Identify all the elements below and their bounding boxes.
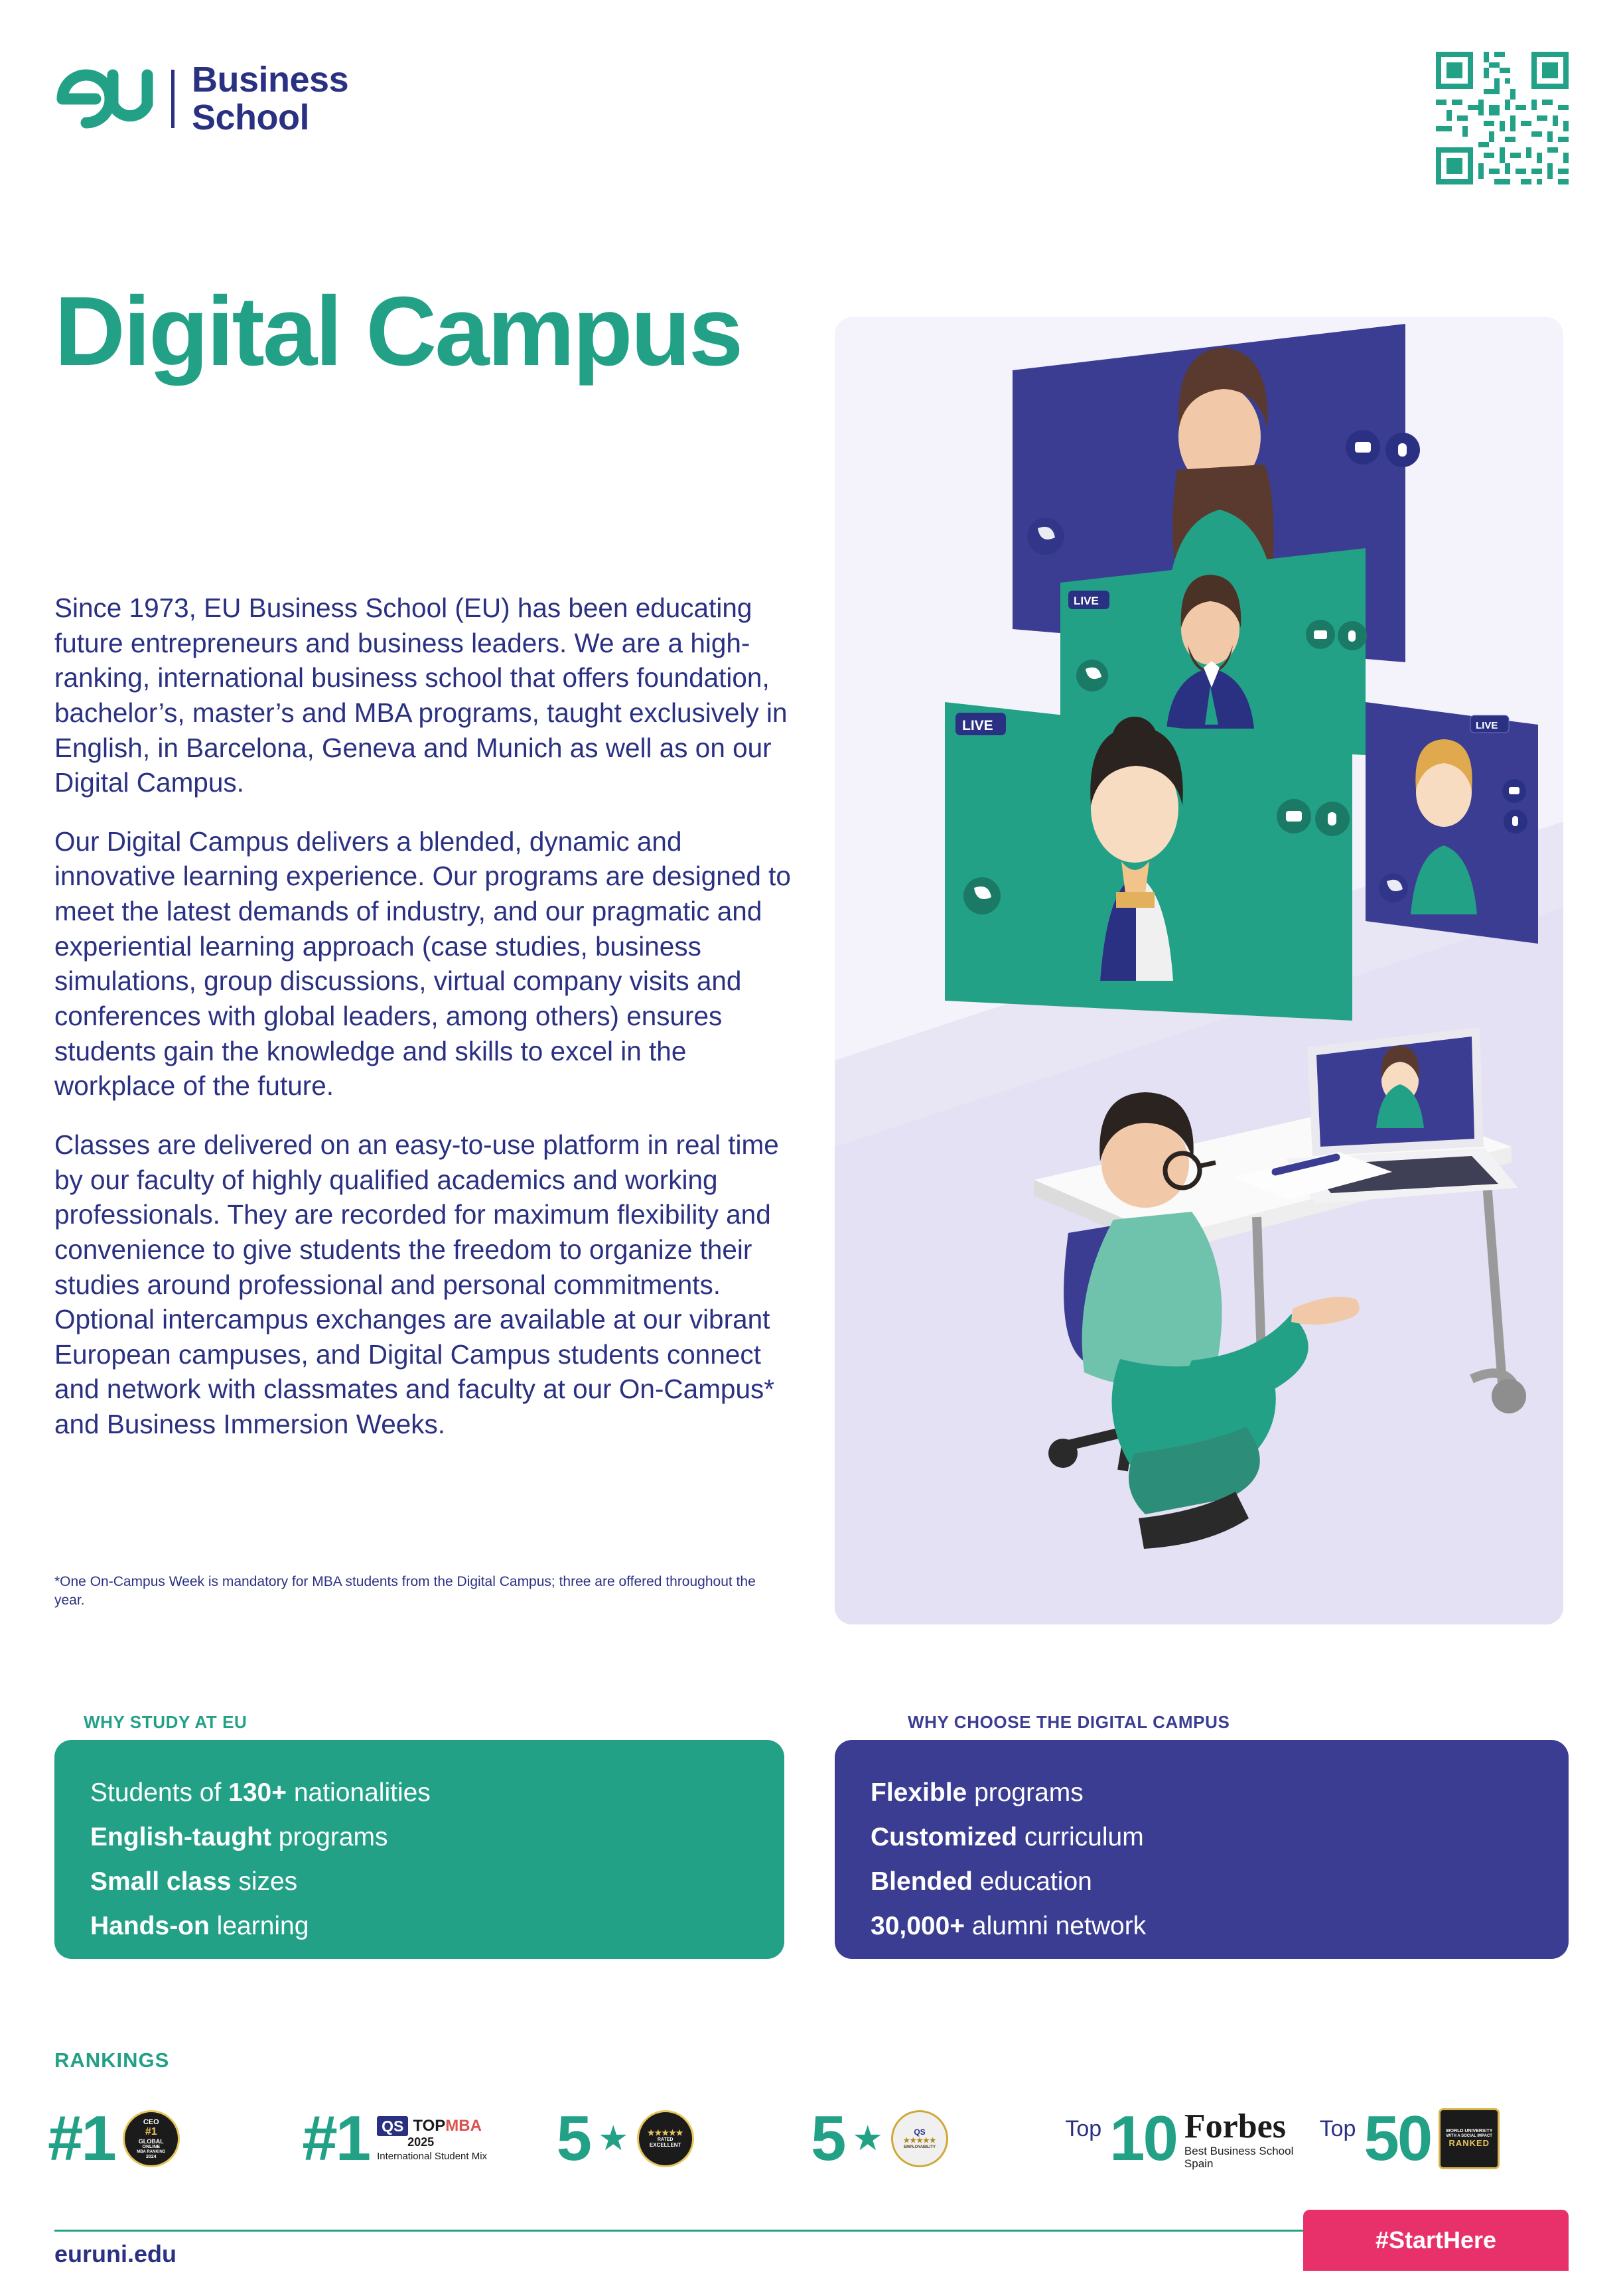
panel-heading-right: WHY CHOOSE THE DIGITAL CAMPUS: [908, 1712, 1230, 1732]
qs-stars-employability-badge-icon: [891, 2110, 948, 2167]
panel-item-rest: alumni network: [965, 1912, 1147, 1941]
ranking-caption-line2: Spain: [1184, 2157, 1214, 2170]
panel-item-strong: Flexible: [871, 1778, 967, 1807]
badge-line: WORLD UNIVERSITY: [1446, 2129, 1493, 2134]
qs-year: 2025: [407, 2135, 435, 2149]
panel-heading-left: WHY STUDY AT EU: [84, 1712, 247, 1732]
panel-item: [90, 1904, 748, 1948]
ranking-item-forbes: [1065, 2103, 1319, 2174]
ranking-rank: #1: [48, 2103, 115, 2174]
badge-line: GLOBAL: [138, 2137, 164, 2145]
panel-item: [90, 1770, 748, 1815]
forbes-badge-icon: [1184, 2108, 1293, 2171]
qs-words-top: TOP: [413, 2117, 446, 2135]
panel-item-rest: programs: [271, 1823, 388, 1852]
panel-item-rest: programs: [967, 1778, 1084, 1807]
star-icon: ★: [598, 2119, 629, 2158]
panel-item-strong: Customized: [871, 1823, 1018, 1852]
body-paragraph-1: Since 1973, EU Business School (EU) has been educating future entrepreneurs and business leaders. We are a high-ranking, international business school that offers foundation, bachelor’s, master’s and MBA programs, taught exclusively in English, in Barcelona, Geneva and Munich as well as on our Digital Campus.: [54, 593, 788, 798]
badge-line: RANKED: [1448, 2138, 1490, 2148]
qs-logo: QS: [377, 2116, 408, 2136]
badge-line: QS: [914, 2127, 926, 2137]
panel-item: [871, 1815, 1533, 1859]
why-digital-campus-panel: [835, 1740, 1569, 1959]
start-here-button[interactable]: #StartHere: [1303, 2210, 1569, 2271]
panel-item-rest: sizes: [231, 1867, 298, 1897]
ranking-item-qs-topmba: [302, 2103, 556, 2174]
ranking-item-qs-stars-employability: [810, 2103, 1065, 2174]
ranking-rank: 5: [810, 2103, 845, 2174]
panel-item-strong: 30,000+: [871, 1912, 965, 1941]
qs-stars-rated-excellent-badge-icon: [637, 2110, 694, 2167]
ranking-top-label: Top: [1065, 2116, 1102, 2141]
panel-item-strong: English-taught: [90, 1823, 271, 1852]
badge-line: ONLINE: [142, 2144, 160, 2149]
ranking-rank: 10: [1109, 2103, 1176, 2174]
qs-words-accent: MBA: [445, 2117, 482, 2135]
rankings-heading: RANKINGS: [54, 2048, 170, 2072]
svg-text:LIVE: LIVE: [1074, 595, 1099, 607]
why-study-panel: [54, 1740, 784, 1959]
panel-item: [90, 1859, 748, 1904]
body-paragraph-2: Our Digital Campus delivers a blended, dynamic and innovative learning experience. Our programs are designed to meet the latest demands of industry, and our pragmatic and experiential learning approach (case studies, business simulations, group discussions, virtual company visits and conferences with global leaders, among others) ensures students gain the knowledge and skills to excel in the workplace of the future.: [54, 825, 791, 1102]
ranking-top-label: Top: [1319, 2116, 1356, 2141]
body-copy: [54, 591, 791, 1466]
panel-item-rest: nationalities: [287, 1778, 431, 1807]
brand-name-line2: School: [192, 97, 310, 137]
ranking-rank: #1: [302, 2103, 370, 2174]
rankings-row: [48, 2089, 1574, 2188]
brand-name: [192, 61, 348, 136]
panel-item-strong: Small class: [90, 1867, 232, 1897]
panel-item-strong: Blended: [871, 1867, 973, 1897]
panel-item-lead: Students of: [90, 1778, 229, 1807]
brand-logo: [54, 61, 348, 136]
eu-monogram-icon: [54, 67, 154, 131]
ranking-caption-line1: Best Business School: [1184, 2144, 1294, 2157]
panel-item-rest: learning: [209, 1912, 309, 1941]
badge-line: #1: [145, 2125, 157, 2137]
panel-item-strong: 130+: [228, 1778, 287, 1807]
svg-text:LIVE: LIVE: [962, 718, 993, 733]
ranking-rank: 5: [556, 2103, 591, 2174]
badge-line: WITH A SOCIAL IMPACT: [1446, 2134, 1492, 2139]
ranking-item-ceo: [48, 2103, 302, 2174]
footer-url[interactable]: euruni.edu: [54, 2240, 177, 2267]
online-class-illustration: [835, 317, 1563, 1624]
panel-item: [90, 1815, 748, 1859]
panel-item-strong: Hands-on: [90, 1912, 210, 1941]
badge-line: 2024: [145, 2154, 157, 2159]
panel-item: [871, 1859, 1533, 1904]
logo-divider: [171, 70, 175, 128]
body-paragraph-3: Classes are delivered on an easy-to-use platform in real time by our faculty of highly qualified academics and working professionals. They are recorded for maximum flexibility and convenience to give students the freedom to organize their studies around professional and personal commitments. Optional intercampus exchanges are available at our vibrant European campuses, and Digital Campus students connect and network with classmates and faculty at our On-Campus* and Business Immersion Weeks.: [54, 1129, 779, 1440]
svg-text:LIVE: LIVE: [1476, 720, 1498, 731]
badge-line: ★★★★★: [903, 2137, 936, 2145]
footnote: *One On-Campus Week is mandatory for MBA students from the Digital Campus; three are offered throughout the year.: [54, 1574, 756, 1609]
panel-item: [871, 1770, 1533, 1815]
badge-line: EXCELLENT: [649, 2142, 681, 2149]
badge-line: RATED: [657, 2137, 673, 2143]
forbes-brand: Forbes: [1184, 2107, 1287, 2145]
ranking-item-qs-stars-excellent: [556, 2103, 811, 2174]
panel-item-rest: education: [972, 1867, 1092, 1897]
qr-code-icon[interactable]: [1436, 52, 1569, 184]
brand-name-line1: Business: [192, 60, 349, 100]
page-title: Digital Campus: [54, 277, 742, 386]
world-university-ranked-badge-icon: [1439, 2108, 1500, 2169]
ranking-item-world-university: [1319, 2103, 1574, 2174]
star-icon: ★: [852, 2119, 883, 2158]
panel-item-rest: curriculum: [1017, 1823, 1144, 1852]
panel-item: [871, 1904, 1533, 1948]
badge-line: ★★★★★: [647, 2127, 683, 2137]
badge-line: MBA RANKING: [137, 2149, 166, 2154]
badge-line: CEO: [143, 2117, 159, 2126]
ranking-caption: International Student Mix: [377, 2150, 488, 2162]
qs-topmba-badge-icon: [377, 2116, 487, 2162]
badge-line: EMPLOYABILITY: [903, 2145, 936, 2149]
ceo-magazine-badge-icon: [123, 2110, 180, 2167]
ranking-rank: 50: [1364, 2103, 1431, 2174]
